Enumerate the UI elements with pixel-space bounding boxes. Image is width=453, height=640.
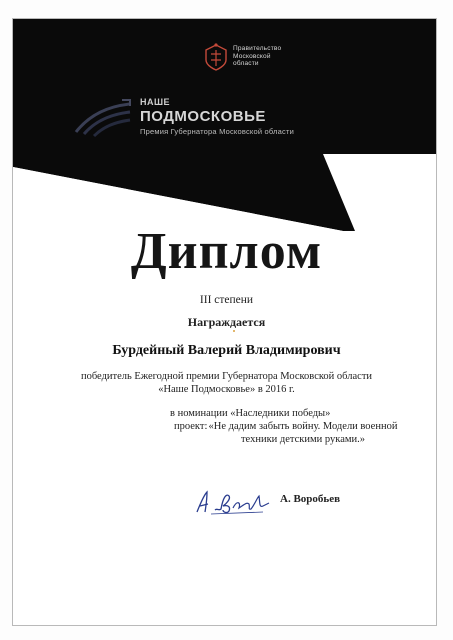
government-label: Правительство Московской области	[233, 45, 282, 67]
signature-image	[193, 484, 273, 518]
logo-subtitle: Премия Губернатора Московской области	[140, 127, 294, 136]
signer-name: А. Воробьев	[280, 493, 341, 505]
awarded-label: Награждается	[187, 315, 266, 329]
winner-line-1: победитель Ежегодной премии Губернатора Московской области	[80, 371, 373, 382]
award-logo-icon	[70, 96, 134, 138]
project-text: «Не дадим забыть войну. Модели военной техники детскими руками.»	[208, 421, 398, 445]
recipient-name: Бурдейный Валерий Владимирович	[112, 343, 341, 358]
coat-of-arms-icon	[203, 42, 229, 72]
winner-line-2: «Наше Подмосковье» в 2016 г.	[158, 384, 295, 395]
diploma-title: Диплом	[130, 223, 323, 280]
project-label: проект:	[174, 421, 208, 432]
degree-label: III степени	[199, 294, 254, 306]
winner-statement	[0, 370, 453, 396]
logo-line-2: ПОДМОСКОВЬЕ	[140, 108, 266, 125]
nomination-line: в номинации «Наследники победы»	[170, 408, 331, 419]
decorative-dot	[233, 330, 235, 332]
logo-line-1: НАШЕ	[140, 97, 171, 107]
